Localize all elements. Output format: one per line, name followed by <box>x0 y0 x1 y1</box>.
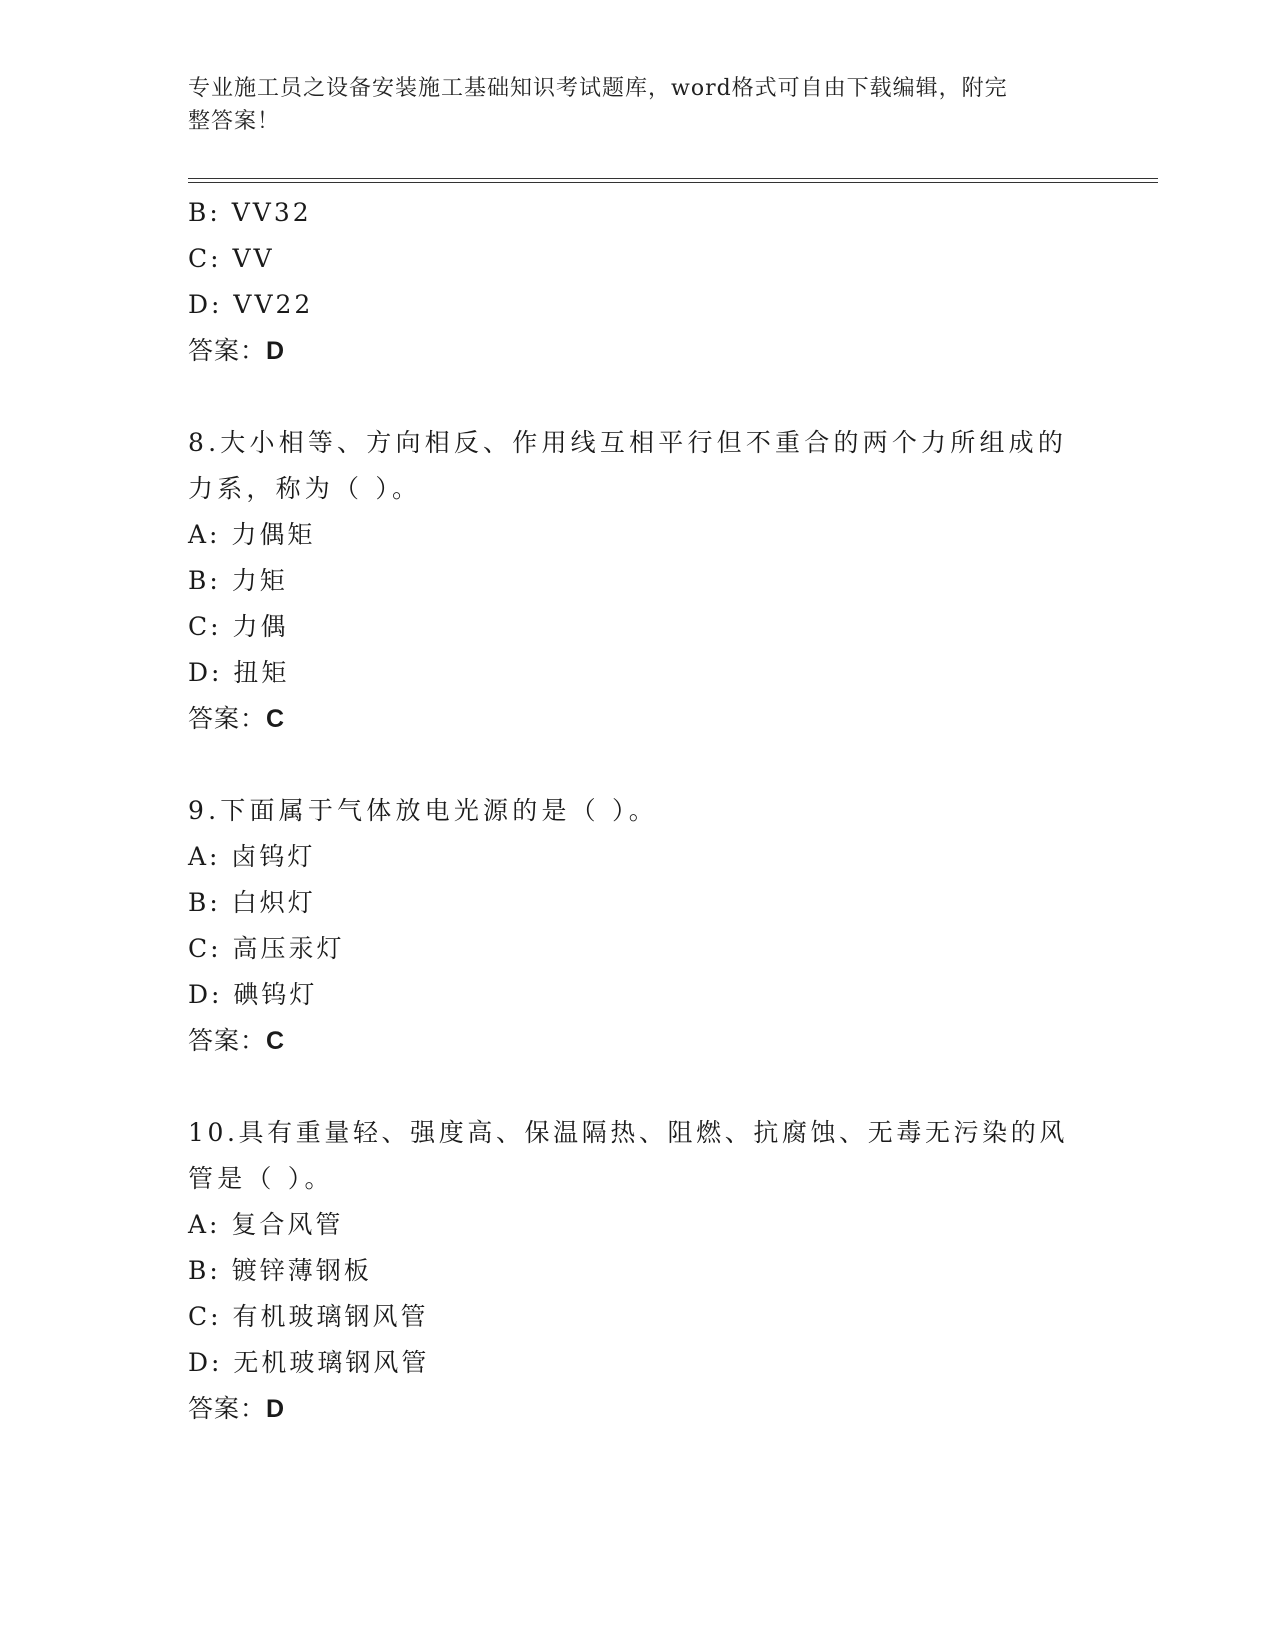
answer-value: C <box>266 705 286 733</box>
answer-line <box>188 1386 1148 1432</box>
option-c: C: 高压汞灯 <box>188 934 345 963</box>
answer-line <box>188 328 1148 374</box>
answer-value: D <box>266 1395 286 1423</box>
option-b: B: 镀锌薄钢板 <box>188 1256 372 1285</box>
question-9 <box>188 788 1148 1064</box>
option-d: D: VV22 <box>188 290 314 319</box>
option-b: B: VV32 <box>188 198 312 227</box>
page-header <box>188 72 1068 138</box>
option-b: B: 白炽灯 <box>188 888 316 917</box>
question-10 <box>188 1110 1148 1432</box>
question-list <box>188 190 1148 1432</box>
question-8 <box>188 420 1148 742</box>
answer-line <box>188 1018 1148 1064</box>
option-c: C: 力偶 <box>188 612 289 641</box>
header-title-line1: 专业施工员之设备安装施工基础知识考试题库，word格式可自由下载编辑，附完 <box>188 76 1008 101</box>
header-divider-second <box>188 182 1158 183</box>
answer-label: 答案： <box>188 1026 267 1055</box>
option-b: B: 力矩 <box>188 566 288 595</box>
question-text-cont: 力系，称为（ ）。 <box>188 474 422 503</box>
option-d: D: 扭矩 <box>188 658 290 687</box>
option-c: C: 有机玻璃钢风管 <box>188 1302 429 1331</box>
option-a: A: 卤钨灯 <box>188 842 316 871</box>
option-d: D: 无机玻璃钢风管 <box>188 1348 430 1377</box>
question-text: 9.下面属于气体放电光源的是（ ）。 <box>188 796 658 825</box>
option-a: A: 力偶矩 <box>188 520 316 549</box>
answer-line <box>188 696 1148 742</box>
answer-value: C <box>266 1027 286 1055</box>
option-a: A: 复合风管 <box>188 1210 344 1239</box>
answer-label: 答案： <box>188 1394 267 1423</box>
answer-label: 答案： <box>188 704 267 733</box>
answer-value: D <box>266 337 286 365</box>
option-d: D: 碘钨灯 <box>188 980 318 1009</box>
answer-label: 答案： <box>188 336 267 365</box>
header-divider <box>188 178 1158 179</box>
option-c: C: VV <box>188 244 275 273</box>
question-text: 10.具有重量轻、强度高、保温隔热、阻燃、抗腐蚀、无毒无污染的风 <box>188 1118 1068 1147</box>
partial-question <box>188 190 1148 374</box>
header-title-line2: 整答案！ <box>188 109 281 134</box>
question-text: 8.大小相等、方向相反、作用线互相平行但不重合的两个力所组成的 <box>188 428 1068 457</box>
question-text-cont: 管是（ ）。 <box>188 1164 334 1193</box>
